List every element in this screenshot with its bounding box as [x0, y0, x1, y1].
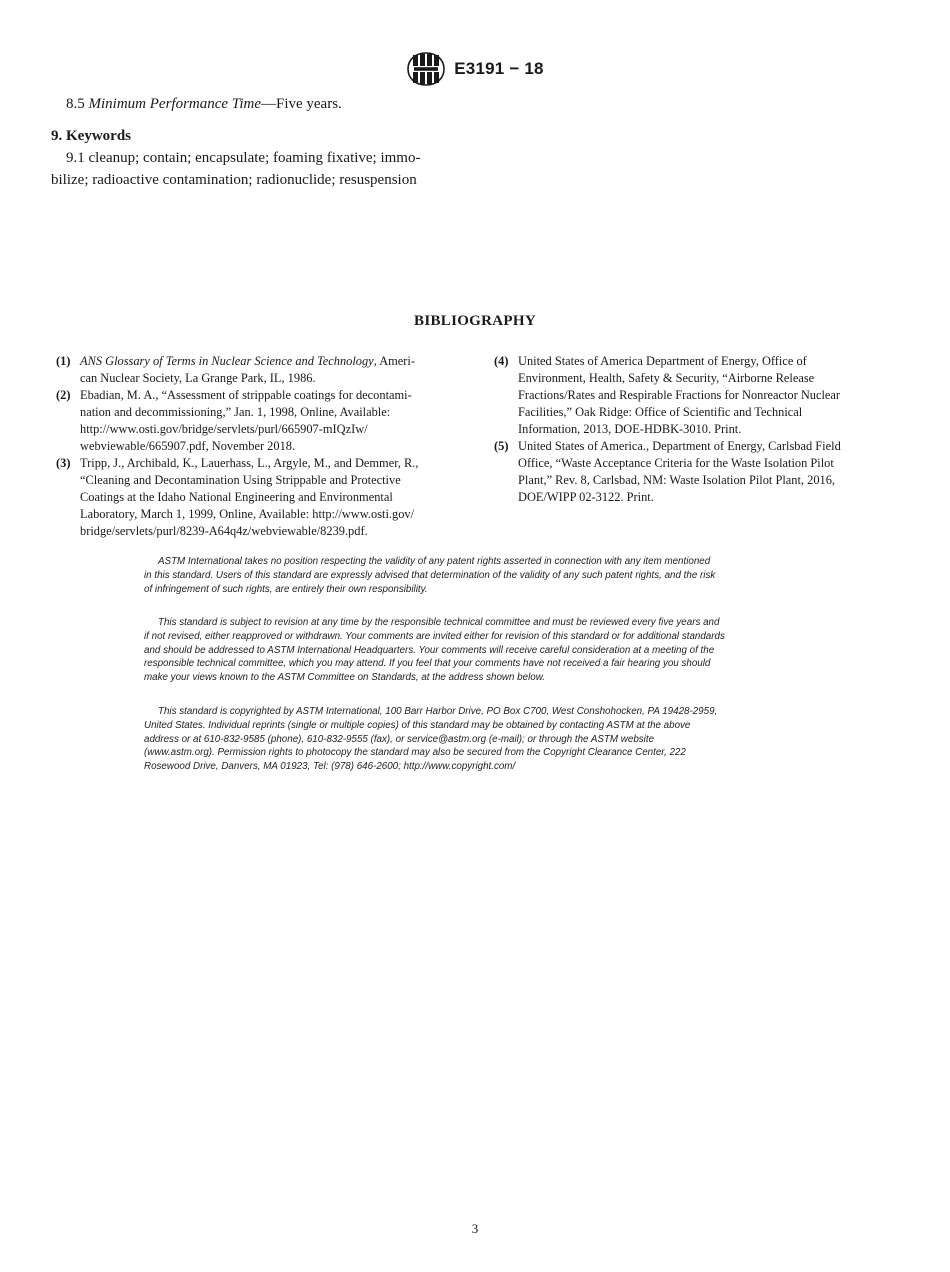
bib-entry-3: (3) Tripp, J., Archibald, K., Lauerhass, L., Argyle, M., and Demmer, R., “Cleaning and Decontamination Using Strippable and Protective Coatings at the Idaho National Engineering and Environmental Laboratory, March 1, 1999, Online, Available: http://www.osti.gov/ bridge/servlets/purl/8239-A64q4z/webviewable/8239.pdf. [56, 456, 419, 538]
copyright-notice: This standard is copyrighted by ASTM International, 100 Barr Harbor Drive, PO Box C700, West Conshohocken, PA 19428-2959, United States. Individual reprints (single or multiple copies) of this standard may be obtained by contacting ASTM at the above address or at 610-832-9585 (phone), 610-832-9555 (fax), or service@astm.org (e-mail); or through the ASTM website (www.astm.org). Permission rights to photocopy the standard may also be secured from the Copyright Clearance Center, 222 Rosewood Drive, Danvers, MA 01923, Tel: (978) 646-2600; http://www.copyright.com/ [144, 706, 718, 773]
bib-entry-number: (4) [494, 354, 509, 368]
bib-entry-number: (5) [494, 439, 509, 453]
bib-entry-number: (2) [56, 388, 71, 402]
bib-entry-4: (4) United States of America Department of Energy, Office of Environment, Health, Safety & Security, “Airborne Release Fractions/Rates and Respirable Fractions for Nonreactor Nuclear Facilities,” Oak Ridge: Office of Scientific and Technical Information, 2013, DOE-HDBK-3010. Print. [494, 354, 841, 436]
keywords-paragraph [51, 147, 463, 191]
section-8-5 [66, 93, 342, 115]
section-8-5-text: —Five years. [260, 96, 342, 112]
keywords-line-1: 9.1 cleanup; contain; encapsulate; foaming fixative; immo- [66, 150, 421, 166]
bibliography-column-left [56, 353, 461, 540]
page-number: 3 [471, 1221, 479, 1236]
astm-logo-icon [406, 52, 446, 86]
keywords-heading: 9. Keywords [51, 128, 131, 144]
bib-entry-5: (5) United States of America., Department of Energy, Carlsbad Field Office, “Waste Acceptance Criteria for the Waste Isolation Pilot Plant,” Rev. 8, Carlsbad, NM: Waste Isolation Pilot Plant, 2016, DOE/WIPP 02-3122. Print. [494, 439, 841, 504]
bib-entry-1: (1) ANS Glossary of Terms in Nuclear Science and Technology, Ameri- can Nuclear Society, La Grange Park, IL, 1986. [56, 354, 415, 385]
standard-designation: E3191 − 18 [454, 59, 544, 78]
bib-entry-number: (1) [56, 354, 71, 368]
bibliography-title: BIBLIOGRAPHY [414, 313, 536, 329]
section-8-5-term: Minimum Performance Time [88, 96, 261, 112]
section-8-5-number: 8.5 [66, 96, 85, 112]
bibliography-column-right [494, 353, 886, 506]
page-header [0, 52, 950, 86]
keywords-line-2: bilize; radioactive contamination; radionuclide; resuspension [51, 172, 417, 188]
patent-notice: ASTM International takes no position respecting the validity of any patent rights asserted in connection with any item mentioned in this standard. Users of this standard are expressly advised that determination of the validity of any such patent rights, and the risk of infringement of such rights, are entirely their own responsibility. [144, 556, 716, 595]
bib-entry-number: (3) [56, 456, 71, 470]
bib-entry-2: (2) Ebadian, M. A., “Assessment of strippable coatings for decontami- nation and decommissioning,” Jan. 1, 1998, Online, Available: http://www.osti.gov/bridge/servlets/purl/665907-mIQzIw/ webviewable/665907.pdf, November 2018. [56, 388, 412, 453]
bib-entry-1-title: ANS Glossary of Terms in Nuclear Science and Technology [80, 354, 374, 368]
revision-notice: This standard is subject to revision at any time by the responsible technical committee and must be reviewed every five years and if not revised, either reapproved or withdrawn. Your comments are invited either for revision of this standard or for additional standards and should be addressed to ASTM International Headquarters. Your comments will receive careful consideration at a meeting of the responsible technical committee, which you may attend. If you feel that your comments have not received a fair hearing you should make your views known to the ASTM Committee on Standards, at the address shown below. [144, 617, 725, 684]
